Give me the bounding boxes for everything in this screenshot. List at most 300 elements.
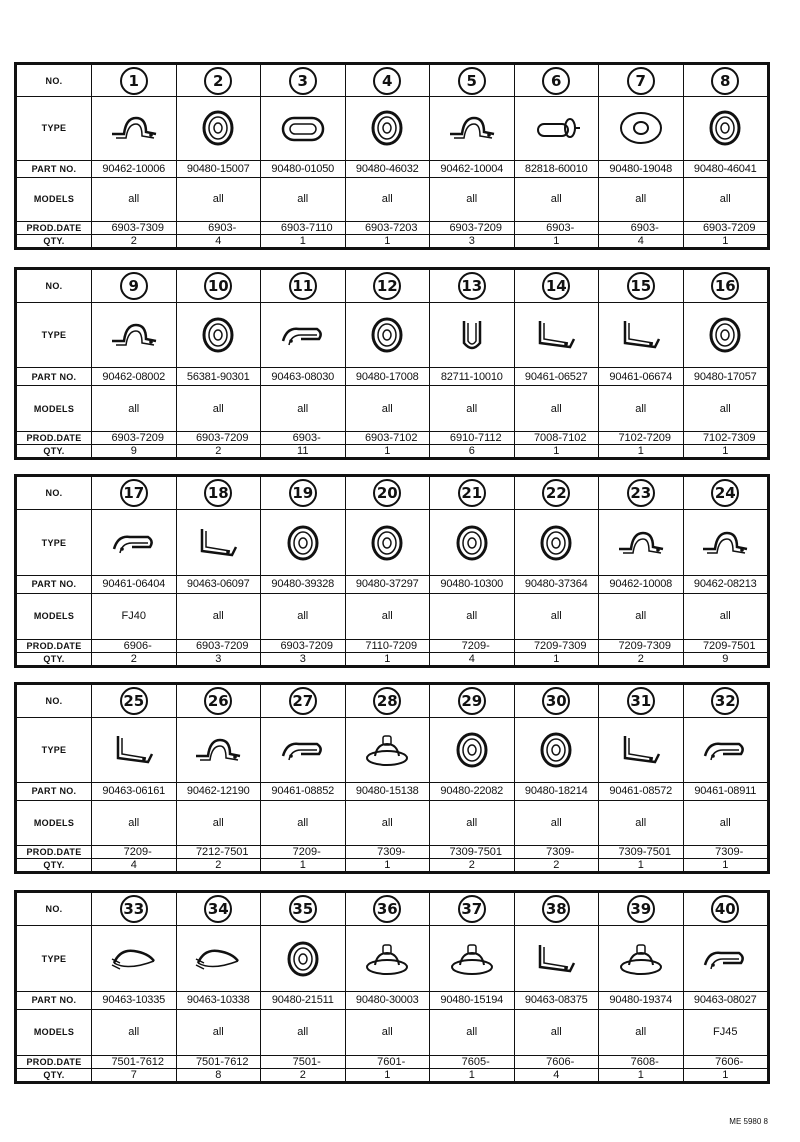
prod-date-value: 6903- xyxy=(261,432,346,445)
row-qty xyxy=(17,445,768,458)
quantity-value: 4 xyxy=(514,1069,599,1082)
prod-date-value: 7102-7309 xyxy=(683,432,768,445)
row-type xyxy=(17,97,768,160)
row-label: NO. xyxy=(17,270,92,303)
grommet-icon xyxy=(277,941,329,977)
quantity-value: 6 xyxy=(430,445,515,458)
row-label: MODELS xyxy=(17,800,92,845)
part-illustration-cell xyxy=(92,926,177,992)
part-number: 90461-06527 xyxy=(514,368,599,386)
prod-date-value: 7501- xyxy=(261,1056,346,1069)
cap-grommet-icon xyxy=(446,941,498,977)
quantity-value: 1 xyxy=(345,445,430,458)
quantity-value: 1 xyxy=(514,653,599,666)
quantity-value: 1 xyxy=(683,859,768,872)
quantity-value: 9 xyxy=(683,653,768,666)
models-value: all xyxy=(345,386,430,432)
item-number: 3 xyxy=(289,67,317,95)
item-number-cell xyxy=(430,477,515,510)
part-illustration-cell xyxy=(261,510,346,576)
item-number-cell xyxy=(599,685,684,718)
row-label: PROD.DATE xyxy=(17,640,92,653)
item-number: 36 xyxy=(373,895,401,923)
quantity-value: 2 xyxy=(514,859,599,872)
part-number: 90480-46032 xyxy=(345,160,430,177)
part-number: 90480-15194 xyxy=(430,992,515,1010)
row-label: PART NO. xyxy=(17,576,92,594)
prod-date-value: 6903-7102 xyxy=(345,432,430,445)
clamp-icon xyxy=(699,525,751,561)
quantity-value: 1 xyxy=(345,235,430,248)
part-illustration-cell xyxy=(261,97,346,160)
prod-date-value: 7209- xyxy=(92,846,177,859)
prod-date-value: 6903-7309 xyxy=(92,222,177,235)
row-models xyxy=(17,800,768,845)
row-label: MODELS xyxy=(17,593,92,639)
row-label: PART NO. xyxy=(17,992,92,1010)
grommet-icon xyxy=(699,317,751,353)
row-label: PROD.DATE xyxy=(17,222,92,235)
clip-icon xyxy=(277,732,329,768)
prod-date-value: 6903-7209 xyxy=(683,222,768,235)
item-number-cell xyxy=(92,477,177,510)
cap-grommet-icon xyxy=(361,941,413,977)
part-number: 90462-08213 xyxy=(683,576,768,594)
item-number-cell xyxy=(430,65,515,97)
row-label: NO. xyxy=(17,477,92,510)
part-illustration-cell xyxy=(345,926,430,992)
quantity-value: 4 xyxy=(599,235,684,248)
row-label: QTY. xyxy=(17,235,92,248)
prod-date-value: 7309-7501 xyxy=(430,846,515,859)
row-prod-date xyxy=(17,432,768,445)
item-number-cell xyxy=(176,477,261,510)
clamp-icon xyxy=(446,110,498,146)
part-number: 90480-46041 xyxy=(683,160,768,177)
item-number: 28 xyxy=(373,687,401,715)
quantity-value: 9 xyxy=(92,445,177,458)
part-illustration-cell xyxy=(683,302,768,367)
row-no xyxy=(17,270,768,303)
models-value: all xyxy=(430,593,515,639)
part-illustration-cell xyxy=(176,97,261,160)
item-number-cell xyxy=(92,270,177,303)
row-label: QTY. xyxy=(17,859,92,872)
clip-icon xyxy=(277,317,329,353)
quantity-value: 1 xyxy=(599,1069,684,1082)
bracket-icon xyxy=(108,732,160,768)
quantity-value: 7 xyxy=(92,1069,177,1082)
prod-date-value: 6903-7209 xyxy=(261,640,346,653)
row-qty xyxy=(17,859,768,872)
models-value: all xyxy=(599,593,684,639)
part-illustration-cell xyxy=(261,926,346,992)
part-number: 90480-22082 xyxy=(430,782,515,800)
quantity-value: 2 xyxy=(176,445,261,458)
row-label: PROD.DATE xyxy=(17,1056,92,1069)
part-number: 90463-10335 xyxy=(92,992,177,1010)
models-value: all xyxy=(430,800,515,845)
models-value: all xyxy=(261,1009,346,1055)
part-illustration-cell xyxy=(599,97,684,160)
row-part-no xyxy=(17,160,768,177)
models-value: all xyxy=(176,593,261,639)
prod-date-value: 7209-7309 xyxy=(514,640,599,653)
part-illustration-cell xyxy=(514,926,599,992)
part-illustration-cell xyxy=(92,97,177,160)
grommet-icon xyxy=(192,317,244,353)
parts-table xyxy=(16,64,768,248)
row-part-no xyxy=(17,368,768,386)
item-number: 26 xyxy=(204,687,232,715)
part-illustration-cell xyxy=(599,510,684,576)
item-number: 22 xyxy=(542,479,570,507)
models-value: FJ45 xyxy=(683,1009,768,1055)
prod-date-value: 7209- xyxy=(261,846,346,859)
item-number-cell xyxy=(683,65,768,97)
item-number-cell xyxy=(261,477,346,510)
prod-date-value: 6903-7209 xyxy=(92,432,177,445)
prod-date-value: 7309- xyxy=(683,846,768,859)
part-illustration-cell xyxy=(514,510,599,576)
row-no xyxy=(17,477,768,510)
row-prod-date xyxy=(17,1056,768,1069)
part-number: 90463-08030 xyxy=(261,368,346,386)
quantity-value: 2 xyxy=(92,235,177,248)
row-label: QTY. xyxy=(17,653,92,666)
item-number-cell xyxy=(514,893,599,926)
prod-date-value: 7501-7612 xyxy=(176,1056,261,1069)
row-label: TYPE xyxy=(17,97,92,160)
item-number-cell xyxy=(430,270,515,303)
item-number-cell xyxy=(599,65,684,97)
part-number: 90463-08375 xyxy=(514,992,599,1010)
prod-date-value: 7309- xyxy=(345,846,430,859)
band-clamp-icon xyxy=(192,941,244,977)
part-illustration-cell xyxy=(176,717,261,782)
row-label: PART NO. xyxy=(17,368,92,386)
item-number: 18 xyxy=(204,479,232,507)
part-illustration-cell xyxy=(261,717,346,782)
part-illustration-cell xyxy=(599,717,684,782)
quantity-value: 4 xyxy=(176,235,261,248)
row-no xyxy=(17,685,768,718)
item-number-cell xyxy=(599,893,684,926)
prod-date-value: 7102-7209 xyxy=(599,432,684,445)
prod-date-value: 6903-7209 xyxy=(176,432,261,445)
item-number: 35 xyxy=(289,895,317,923)
quantity-value: 2 xyxy=(176,859,261,872)
cap-grommet-icon xyxy=(361,732,413,768)
quantity-value: 1 xyxy=(345,859,430,872)
item-number: 12 xyxy=(373,272,401,300)
item-number: 37 xyxy=(458,895,486,923)
part-illustration-cell xyxy=(683,97,768,160)
part-number: 56381-90301 xyxy=(176,368,261,386)
bracket-icon xyxy=(615,732,667,768)
row-label: NO. xyxy=(17,685,92,718)
row-no xyxy=(17,893,768,926)
models-value: all xyxy=(430,386,515,432)
item-number-cell xyxy=(599,270,684,303)
item-number: 10 xyxy=(204,272,232,300)
models-value: all xyxy=(599,800,684,845)
item-number-cell xyxy=(514,477,599,510)
item-number: 13 xyxy=(458,272,486,300)
part-number: 90461-06404 xyxy=(92,576,177,594)
models-value: all xyxy=(683,800,768,845)
item-number-cell xyxy=(599,477,684,510)
quantity-value: 3 xyxy=(176,653,261,666)
part-illustration-cell xyxy=(430,510,515,576)
prod-date-value: 7501-7612 xyxy=(92,1056,177,1069)
item-number: 40 xyxy=(711,895,739,923)
item-number-cell xyxy=(345,477,430,510)
part-illustration-cell xyxy=(345,97,430,160)
models-value: all xyxy=(176,177,261,221)
part-number: 90480-21511 xyxy=(261,992,346,1010)
item-number: 15 xyxy=(627,272,655,300)
part-illustration-cell xyxy=(176,926,261,992)
part-number: 90463-06161 xyxy=(92,782,177,800)
prod-date-value: 7209-7501 xyxy=(683,640,768,653)
item-number-cell xyxy=(345,685,430,718)
row-type xyxy=(17,510,768,576)
bracket-icon xyxy=(192,525,244,561)
row-label: PART NO. xyxy=(17,160,92,177)
row-label: MODELS xyxy=(17,177,92,221)
quantity-value: 2 xyxy=(599,653,684,666)
oval-grommet-icon xyxy=(277,110,329,146)
prod-date-value: 6903-7209 xyxy=(176,640,261,653)
parts-block xyxy=(14,890,770,1084)
prod-date-value: 7110-7209 xyxy=(345,640,430,653)
item-number: 29 xyxy=(458,687,486,715)
item-number-cell xyxy=(176,65,261,97)
parts-block xyxy=(14,267,770,460)
item-number: 34 xyxy=(204,895,232,923)
row-label: NO. xyxy=(17,65,92,97)
part-illustration-cell xyxy=(683,510,768,576)
row-label: PROD.DATE xyxy=(17,846,92,859)
item-number: 20 xyxy=(373,479,401,507)
quantity-value: 2 xyxy=(430,859,515,872)
part-number: 90480-39328 xyxy=(261,576,346,594)
models-value: all xyxy=(599,177,684,221)
item-number-cell xyxy=(92,65,177,97)
item-number-cell xyxy=(261,65,346,97)
item-number-cell xyxy=(430,893,515,926)
row-qty xyxy=(17,1069,768,1082)
item-number: 8 xyxy=(711,67,739,95)
grommet-icon xyxy=(446,732,498,768)
part-number: 82818-60010 xyxy=(514,160,599,177)
models-value: all xyxy=(261,386,346,432)
part-illustration-cell xyxy=(345,717,430,782)
models-value: all xyxy=(176,386,261,432)
grommet-icon xyxy=(530,732,582,768)
grommet-icon xyxy=(361,110,413,146)
models-value: all xyxy=(514,800,599,845)
part-illustration-cell xyxy=(92,717,177,782)
item-number: 23 xyxy=(627,479,655,507)
part-illustration-cell xyxy=(599,926,684,992)
models-value: all xyxy=(683,593,768,639)
row-label: NO. xyxy=(17,893,92,926)
part-illustration-cell xyxy=(261,302,346,367)
part-illustration-cell xyxy=(345,302,430,367)
row-models xyxy=(17,386,768,432)
item-number-cell xyxy=(92,893,177,926)
item-number: 19 xyxy=(289,479,317,507)
part-number: 90461-08911 xyxy=(683,782,768,800)
item-number-cell xyxy=(683,685,768,718)
row-type xyxy=(17,302,768,367)
models-value: FJ40 xyxy=(92,593,177,639)
clamp-icon xyxy=(615,525,667,561)
row-label: PROD.DATE xyxy=(17,432,92,445)
models-value: all xyxy=(261,593,346,639)
prod-date-value: 7608- xyxy=(599,1056,684,1069)
item-number: 6 xyxy=(542,67,570,95)
item-number-cell xyxy=(261,270,346,303)
models-value: all xyxy=(430,177,515,221)
part-number: 90462-10008 xyxy=(599,576,684,594)
part-number: 90461-08572 xyxy=(599,782,684,800)
row-qty xyxy=(17,235,768,248)
item-number: 11 xyxy=(289,272,317,300)
quantity-value: 3 xyxy=(261,653,346,666)
row-qty xyxy=(17,653,768,666)
quantity-value: 2 xyxy=(92,653,177,666)
part-illustration-cell xyxy=(176,510,261,576)
row-models xyxy=(17,593,768,639)
row-label: QTY. xyxy=(17,445,92,458)
part-illustration-cell xyxy=(430,302,515,367)
part-number: 90480-15007 xyxy=(176,160,261,177)
part-illustration-cell xyxy=(514,717,599,782)
models-value: all xyxy=(261,177,346,221)
parts-table xyxy=(16,684,768,872)
prod-date-value: 7601- xyxy=(345,1056,430,1069)
prod-date-value: 7212-7501 xyxy=(176,846,261,859)
part-number: 90461-08852 xyxy=(261,782,346,800)
bracket-icon xyxy=(615,317,667,353)
parts-table xyxy=(16,476,768,666)
item-number: 33 xyxy=(120,895,148,923)
clip-icon xyxy=(699,732,751,768)
part-illustration-cell xyxy=(599,302,684,367)
prod-date-value: 7008-7102 xyxy=(514,432,599,445)
models-value: all xyxy=(514,1009,599,1055)
part-number: 90480-10300 xyxy=(430,576,515,594)
pin-icon xyxy=(530,110,582,146)
models-value: all xyxy=(176,800,261,845)
item-number: 32 xyxy=(711,687,739,715)
item-number-cell xyxy=(430,685,515,718)
row-label: TYPE xyxy=(17,302,92,367)
item-number-cell xyxy=(683,477,768,510)
prod-date-value: 6906- xyxy=(92,640,177,653)
prod-date-value: 6903-7209 xyxy=(430,222,515,235)
item-number: 14 xyxy=(542,272,570,300)
part-illustration-cell xyxy=(176,302,261,367)
part-illustration-cell xyxy=(92,302,177,367)
models-value: all xyxy=(683,386,768,432)
u-clip-icon xyxy=(446,317,498,353)
prod-date-value: 7209- xyxy=(430,640,515,653)
bracket-icon xyxy=(530,317,582,353)
part-number: 90480-30003 xyxy=(345,992,430,1010)
models-value: all xyxy=(514,386,599,432)
grommet-icon xyxy=(361,525,413,561)
part-illustration-cell xyxy=(683,926,768,992)
quantity-value: 1 xyxy=(430,1069,515,1082)
models-value: all xyxy=(514,593,599,639)
part-illustration-cell xyxy=(683,717,768,782)
item-number-cell xyxy=(683,270,768,303)
part-illustration-cell xyxy=(345,510,430,576)
quantity-value: 4 xyxy=(430,653,515,666)
quantity-value: 1 xyxy=(345,1069,430,1082)
quantity-value: 1 xyxy=(345,653,430,666)
flat-grommet-icon xyxy=(615,110,667,146)
models-value: all xyxy=(92,386,177,432)
row-prod-date xyxy=(17,640,768,653)
part-number: 90480-37297 xyxy=(345,576,430,594)
item-number: 17 xyxy=(120,479,148,507)
prod-date-value: 6903-7203 xyxy=(345,222,430,235)
prod-date-value: 6903-7110 xyxy=(261,222,346,235)
item-number-cell xyxy=(514,65,599,97)
part-number: 90480-01050 xyxy=(261,160,346,177)
part-number: 90463-06097 xyxy=(176,576,261,594)
part-number: 90461-06674 xyxy=(599,368,684,386)
grommet-icon xyxy=(192,110,244,146)
clip-icon xyxy=(699,941,751,977)
part-illustration-cell xyxy=(430,717,515,782)
part-number: 90480-19374 xyxy=(599,992,684,1010)
item-number-cell xyxy=(683,893,768,926)
part-illustration-cell xyxy=(514,97,599,160)
models-value: all xyxy=(430,1009,515,1055)
quantity-value: 1 xyxy=(599,859,684,872)
quantity-value: 1 xyxy=(514,445,599,458)
item-number: 31 xyxy=(627,687,655,715)
part-number: 90463-08027 xyxy=(683,992,768,1010)
quantity-value: 3 xyxy=(430,235,515,248)
grommet-icon xyxy=(361,317,413,353)
parts-block xyxy=(14,682,770,874)
item-number-cell xyxy=(345,270,430,303)
clamp-icon xyxy=(108,317,160,353)
prod-date-value: 7606- xyxy=(683,1056,768,1069)
models-value: all xyxy=(92,177,177,221)
item-number-cell xyxy=(92,685,177,718)
row-label: TYPE xyxy=(17,926,92,992)
models-value: all xyxy=(599,386,684,432)
item-number: 21 xyxy=(458,479,486,507)
quantity-value: 1 xyxy=(683,445,768,458)
models-value: all xyxy=(92,800,177,845)
prod-date-value: 6903- xyxy=(514,222,599,235)
part-number: 90480-18214 xyxy=(514,782,599,800)
part-number: 90480-17057 xyxy=(683,368,768,386)
row-prod-date xyxy=(17,222,768,235)
part-number: 90462-08002 xyxy=(92,368,177,386)
item-number-cell xyxy=(261,685,346,718)
row-models xyxy=(17,1009,768,1055)
